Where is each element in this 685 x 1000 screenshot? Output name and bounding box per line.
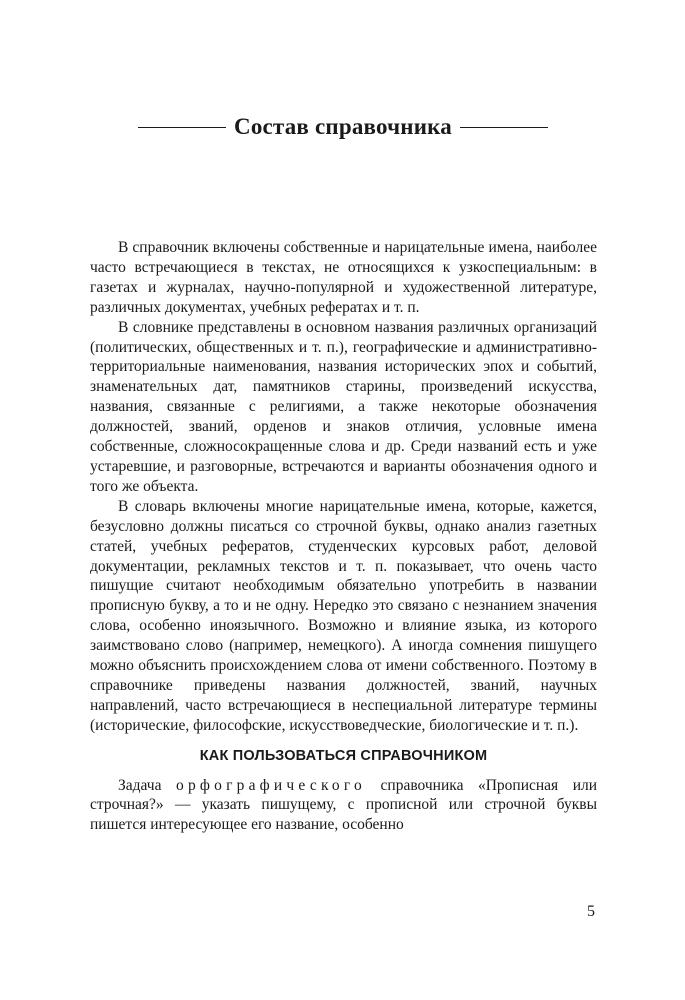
paragraph-3: В словарь включены многие нарицательные имена, которые, кажется, безусловно должны писаться со строчной буквы, однако анализ газетных статей, учебных рефератов, студенческих курсовых работ, деловой документации, рекламных текстов и т. п. показывает, что очень часто пишущие считают необходимым обязательно употребить в названии прописную букву, а то и не одну. Нередко это связано с незнанием значения слова, особенно иноязычного. Возможно и влияние языка, из которого заимствовано слово (например, немецкого). А иногда сомнения пишущего можно объяснить происхождением слова от имени собственного. Поэтому в справочнике приведены названия должностей, званий, научных направлений, часто встречающиеся в неспециальной литературе термины (исторические, философские, искусствоведческие, биологические и т. п.). — [90, 497, 597, 734]
paragraph-1: В справочник включены собственные и нарицательные имена, наиболее часто встречающиеся в текстах, не относящихся к узкоспециальным: в газетах и журналах, научно-популярной и художественной литературе, различных документах, учебных рефератах и т. п. — [90, 239, 597, 316]
paragraph-2: В словнике представлены в основном названия различных организаций (политических, общественных и т. п.), географические и административно-территориальные наименования, названия исторических эпох и событий, знаменательных дат, памятников старины, произведений искусства, названия, связанные с религиями, а также некоторые обозначения должностей, званий, орденов и знаков отличия, условные имена собственные, сложносокращенные слова и др. Среди названий есть и уже устаревшие, и разговорные, встречаются и варианты обозначения одного и того же объекта. — [90, 318, 597, 495]
chapter-title-block — [138, 110, 548, 144]
paragraph-4-spaced-word: орфографического — [176, 776, 366, 794]
paragraph-4-start: Задача — [118, 776, 162, 794]
page-number: 5 — [587, 903, 595, 920]
title-rule-left — [138, 127, 226, 128]
chapter-title: Состав справочника — [234, 114, 452, 139]
body-text — [90, 238, 597, 835]
paragraph-4 — [90, 776, 597, 836]
title-rule-right — [460, 127, 548, 128]
section-heading: КАК ПОЛЬЗОВАТЬСЯ СПРАВОЧНИКОМ — [199, 747, 488, 764]
paragraph-4-rest: справочника «Прописная или строчная?» — указать пишущему, с прописной или строчной буквы пишется интересующее его название, особенно — [90, 776, 598, 834]
